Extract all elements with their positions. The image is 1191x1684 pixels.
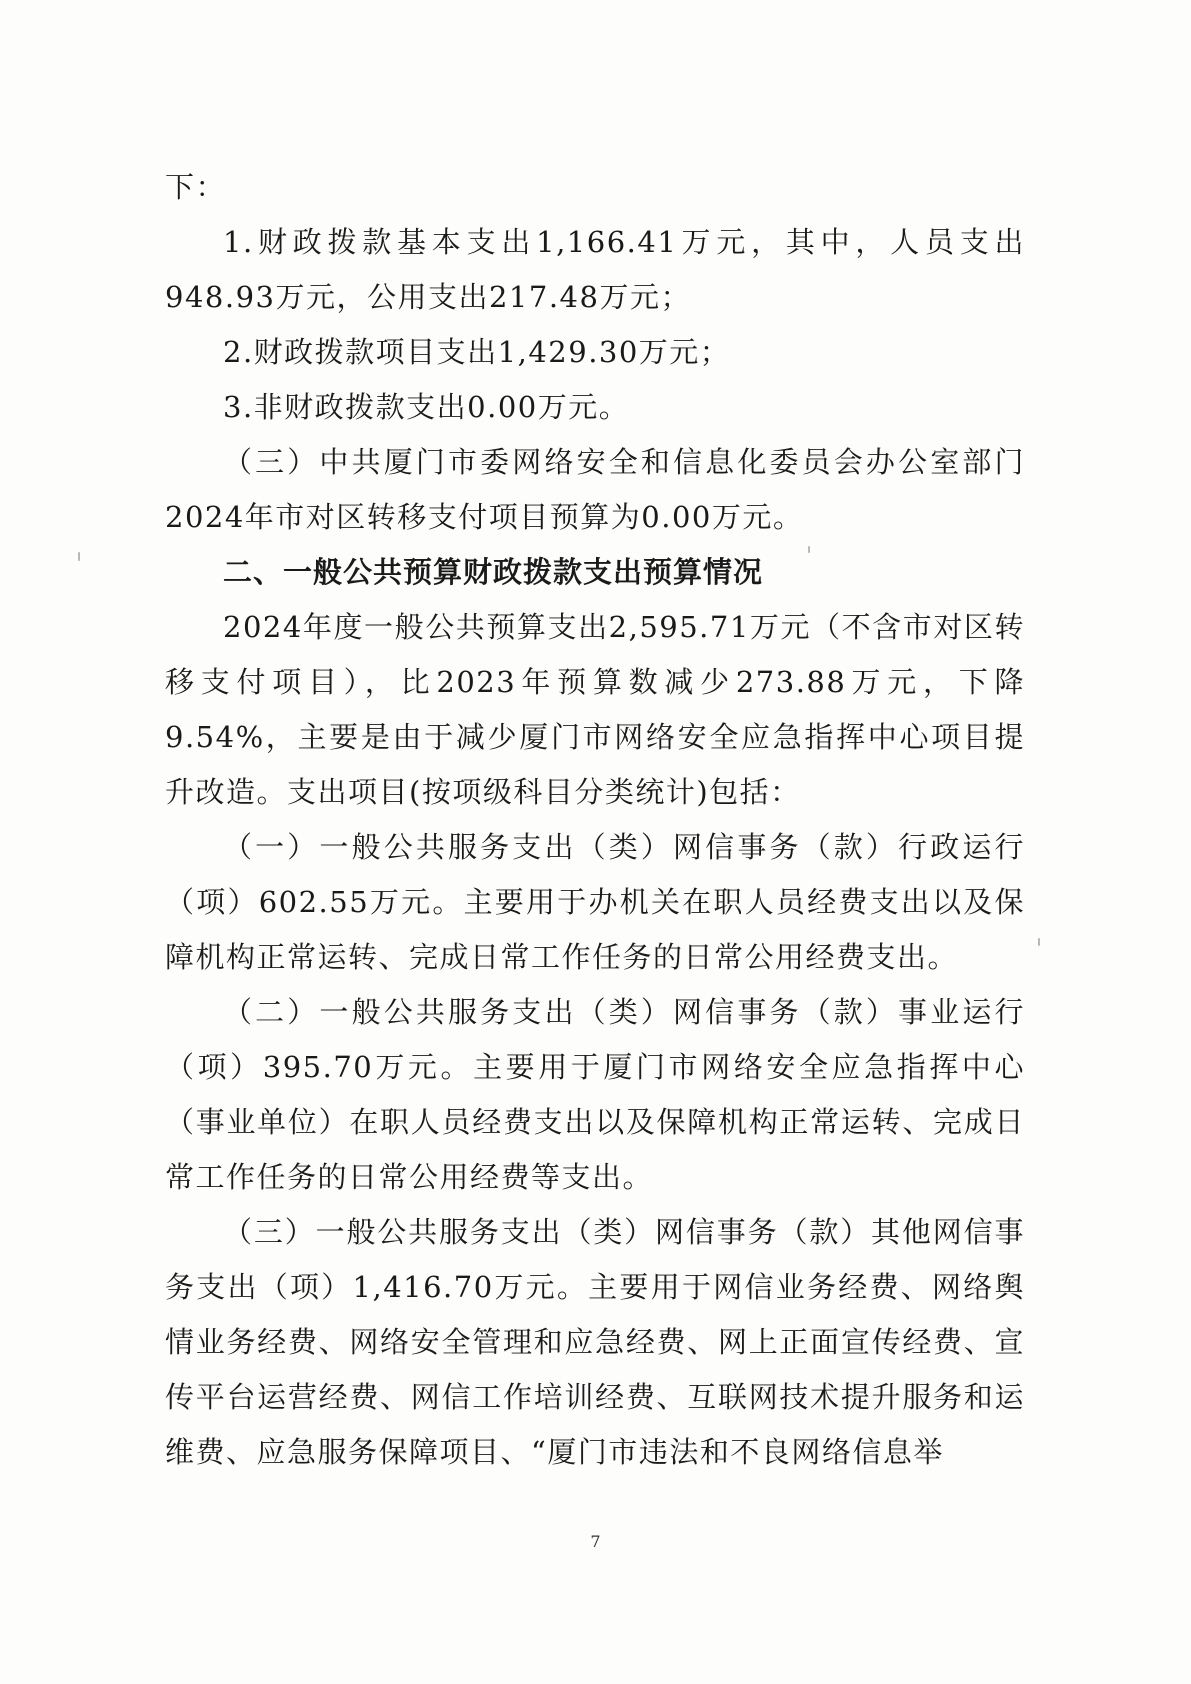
paragraph-continuation: 下：	[165, 170, 227, 204]
section-heading: 二、一般公共预算财政拨款支出预算情况	[223, 555, 764, 589]
paragraph-basic-expenditure: 1.财政拨款基本支出1,166.41万元，其中，人员支出948.93万元，公用支出217.48万元；	[165, 225, 1025, 314]
document-body	[165, 160, 1025, 1480]
page-number: 7	[590, 1532, 601, 1551]
scan-speck	[808, 546, 810, 553]
scan-speck	[1038, 938, 1040, 946]
paragraph-item-other: （三）一般公共服务支出（类）网信事务（款）其他网信事务支出（项）1,416.70万元。主要用于网信业务经费、网络舆情业务经费、网络安全管理和应急经费、网上正面宣传经费、宣传平台运营经费、网信工作培训经费、互联网技术提升服务和运维费、应急服务保障项目、“厦门市违法和不良网络信息举	[165, 1215, 1025, 1469]
paragraph-item-institutional: （二）一般公共服务支出（类）网信事务（款）事业运行（项）395.70万元。主要用于厦门市网络安全应急指挥中心（事业单位）在职人员经费支出以及保障机构正常运转、完成日常工作任务的日常公用经费等支出。	[165, 995, 1025, 1194]
paragraph-budget-summary: 2024年度一般公共预算支出2,595.71万元（不含市对区转移支付项目），比2023年预算数减少273.88万元，下降9.54%，主要是由于减少厦门市网络安全应急指挥中心项目提升改造。支出项目(按项级科目分类统计)包括：	[165, 610, 1025, 809]
paragraph-item-administrative: （一）一般公共服务支出（类）网信事务（款）行政运行（项）602.55万元。主要用于办机关在职人员经费支出以及保障机构正常运转、完成日常工作任务的日常公用经费支出。	[165, 830, 1025, 974]
scan-speck	[78, 552, 80, 561]
paragraph-project-expenditure: 2.财政拨款项目支出1,429.30万元；	[223, 335, 731, 369]
paragraph-non-fiscal-expenditure: 3.非财政拨款支出0.00万元。	[223, 390, 630, 424]
paragraph-transfer-payment: （三）中共厦门市委网络安全和信息化委员会办公室部门2024年市对区转移支付项目预算为0.00万元。	[165, 445, 1025, 534]
